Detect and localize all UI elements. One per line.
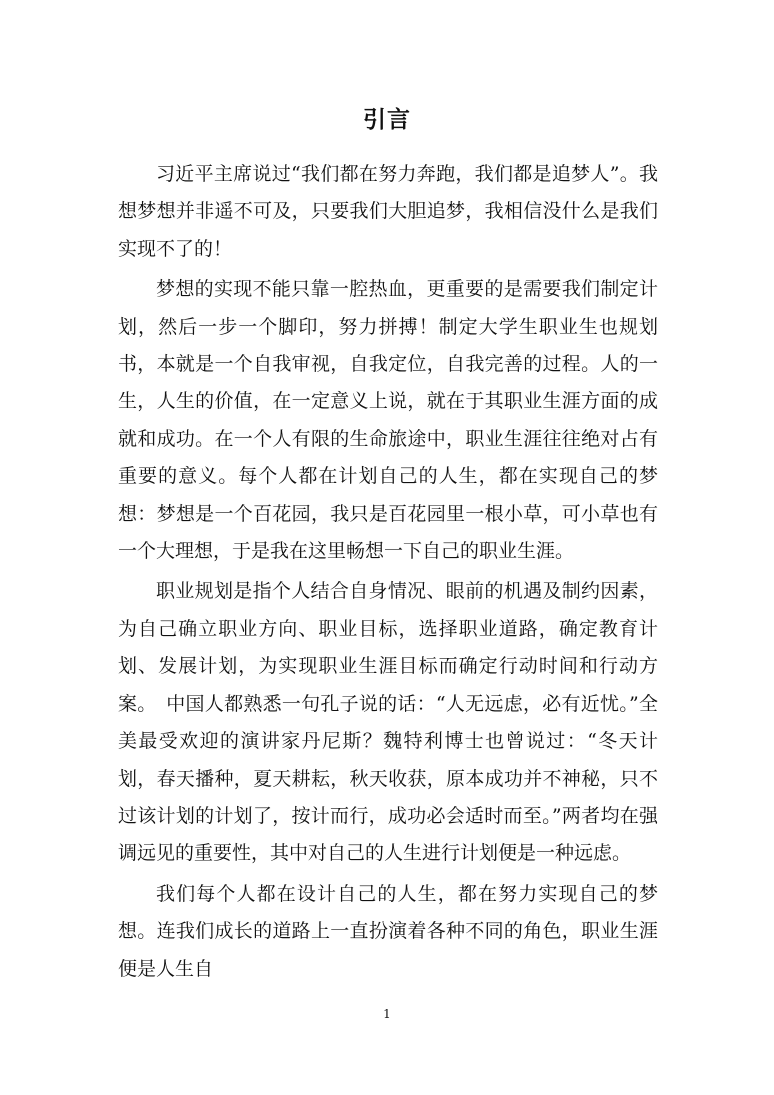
paragraph-3: 职业规划是指个人结合自身情况、眼前的机遇及制约因素，为自己确立职业方向、职业目标，选择职业道路，确定教育计划、发展计划，为实现职业生涯目标而确定行动时间和行动方案。 中国人都熟悉一句孔子说的话：“人无远虑，必有近忧。”全美最受欢迎的演讲家丹尼斯？魏特利博士也曾说过：“冬天计划，春天播种，夏天耕耘，秋天收获，原本成功并不神秘，只不过该计划的计划了，按计而行，成功必会适时而至。”两者均在强调远见的重要性，其中对自己的人生进行计划便是一种远虑。 [118,580,658,865]
page-title: 引言 [363,107,411,133]
page-number: 1 [383,1007,391,1021]
body-text [118,156,658,991]
paragraph-1: 习近平主席说过“我们都在努力奔跑，我们都是追梦人”。我想梦想并非遥不可及，只要我们大胆追梦，我相信没什么是我们实现不了的！ [118,163,658,260]
paragraph-4: 我们每个人都在设计自己的人生，都在努力实现自己的梦想。连我们成长的道路上一直扮演着各种不同的角色，职业生涯便是人生自 [118,882,658,980]
paragraph-2: 梦想的实现不能只靠一腔热血，更重要的是需要我们制定计划，然后一步一个脚印，努力拼搏！制定大学生职业生也规划书，本就是一个自我审视，自我定位，自我完善的过程。人的一生，人生的价值，在一定意义上说，就在于其职业生涯方面的成就和成功。在一个人有限的生命旅途中，职业生涯往往绝对占有重要的意义。每个人都在计划自己的人生，都在实现自己的梦想：梦想是一个百花园，我只是百花园里一根小草，可小草也有一个大理想，于是我在这里畅想一下自己的职业生涯。 [118,278,658,563]
